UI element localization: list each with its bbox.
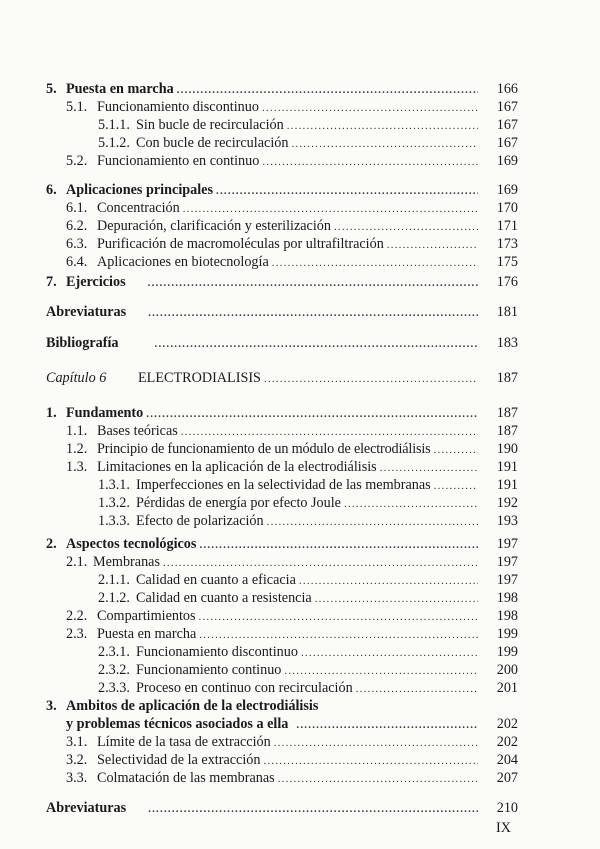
entry-title: Funcionamiento discontinuo [136, 644, 298, 660]
entry-number: 2.3.3. [98, 680, 130, 696]
dot-leader [177, 81, 478, 99]
toc-entry[interactable] [46, 494, 518, 512]
dot-leader [148, 274, 478, 292]
entry-number: 1. [46, 405, 57, 421]
entry-title: Principio de funcionamiento de un módulo de electrodiálisis [97, 441, 431, 457]
toc-entry[interactable] [46, 334, 518, 352]
entry-page: 166 [496, 81, 518, 97]
entry-page: 187 [496, 370, 518, 386]
entry-title: Abreviaturas [46, 304, 127, 320]
entry-page: 169 [496, 182, 518, 198]
dot-leader [287, 117, 478, 135]
toc-entry[interactable] [46, 643, 518, 661]
toc-entry[interactable] [46, 80, 518, 98]
entry-number: 2.1.1. [98, 572, 130, 588]
toc-entry[interactable] [46, 217, 518, 235]
chapter-title: ELECTRODIALISIS [138, 370, 261, 386]
dot-leader [262, 153, 478, 171]
entry-title: Aspectos tecnológicos [66, 536, 197, 552]
toc-entry[interactable] [46, 625, 518, 643]
toc-entry[interactable] [46, 661, 518, 679]
entry-number: 2.1. [66, 554, 88, 570]
entry-title: Con bucle de recirculación [136, 135, 289, 151]
toc-entry[interactable] [46, 715, 518, 733]
entry-title: Aplicaciones en biotecnología [97, 254, 269, 270]
dot-leader [301, 644, 478, 662]
dot-leader [387, 236, 478, 254]
toc-entry[interactable] [46, 404, 518, 422]
dot-leader [148, 304, 478, 322]
entry-title: Abreviaturas [46, 800, 127, 816]
entry-title: Selectividad de la extracción [97, 752, 261, 768]
entry-title: Pérdidas de energía por efecto Joule [136, 495, 341, 511]
entry-title: Compartimientos [97, 608, 196, 624]
entry-number: 3.1. [66, 734, 88, 750]
dot-leader [434, 477, 478, 495]
entry-title: Puesta en marcha [97, 626, 197, 642]
entry-number: 2.2. [66, 608, 88, 624]
entry-page: 181 [496, 304, 518, 320]
entry-page: 202 [496, 734, 518, 750]
entry-number: 1.3. [66, 459, 88, 475]
entry-title: Membranas [93, 554, 160, 570]
dot-leader [181, 423, 478, 441]
toc-entry-heading[interactable] [46, 697, 518, 715]
entry-title: Bibliografía [46, 335, 119, 351]
entry-page: 176 [496, 274, 518, 290]
entry-page: 173 [496, 236, 518, 252]
toc-entry[interactable] [46, 440, 518, 458]
dot-leader [380, 459, 478, 477]
entry-page: 190 [496, 441, 518, 457]
dot-leader [291, 135, 478, 153]
dot-leader [344, 495, 478, 513]
entry-number: 2.3.1. [98, 644, 130, 660]
toc-entry[interactable] [46, 235, 518, 253]
entry-title: Puesta en marcha [66, 81, 174, 97]
entry-number: 2.3.2. [98, 662, 130, 678]
entry-page: 210 [496, 800, 518, 816]
entry-title: Ejercicios [66, 274, 126, 290]
toc-entry[interactable] [46, 476, 518, 494]
entry-page: 200 [496, 662, 518, 678]
dot-leader [296, 716, 478, 734]
toc-entry[interactable] [46, 98, 518, 116]
entry-number: 7. [46, 274, 57, 290]
dot-leader [267, 513, 478, 531]
entry-page: 198 [496, 590, 518, 606]
dot-leader [146, 405, 478, 423]
entry-page: 204 [496, 752, 518, 768]
entry-number: 6.1. [66, 200, 88, 216]
entry-page: 187 [496, 423, 518, 439]
entry-number: 6.2. [66, 218, 88, 234]
entry-page: 199 [496, 626, 518, 642]
toc-entry[interactable] [46, 799, 518, 817]
entry-title: Depuración, clarificación y esterilización [97, 218, 331, 234]
toc-entry[interactable] [46, 553, 518, 571]
entry-page: 199 [496, 644, 518, 660]
toc-entry[interactable] [46, 181, 518, 199]
entry-title: Fundamento [66, 405, 144, 421]
entry-title: Limitaciones en la aplicación de la electrodiálisis [97, 459, 377, 475]
toc-entry[interactable] [46, 199, 518, 217]
dot-leader [199, 626, 478, 644]
dot-leader [274, 734, 478, 752]
entry-number: 3.2. [66, 752, 88, 768]
entry-title: Funcionamiento continuo [136, 662, 282, 678]
entry-page: 197 [496, 536, 518, 552]
entry-page: 191 [496, 459, 518, 475]
dot-leader [163, 554, 478, 572]
entry-number: 5.2. [66, 153, 88, 169]
entry-title: Calidad en cuanto a eficacia [136, 572, 296, 588]
entry-number: 6.4. [66, 254, 88, 270]
entry-title: Bases teóricas [97, 423, 178, 439]
toc-entry[interactable] [46, 535, 518, 553]
dot-leader [216, 182, 478, 200]
entry-title: Funcionamiento discontinuo [97, 99, 259, 115]
entry-title: Imperfecciones en la selectividad de las membranas [136, 477, 431, 493]
dot-leader [272, 254, 478, 272]
toc-entry[interactable] [46, 134, 518, 152]
dot-leader [199, 536, 478, 554]
dot-leader [263, 752, 478, 770]
entry-page: 201 [496, 680, 518, 696]
entry-page: 202 [496, 716, 518, 732]
entry-page: 170 [496, 200, 518, 216]
entry-title: Efecto de polarización [136, 513, 264, 529]
dot-leader [356, 680, 478, 698]
entry-number: 1.3.2. [98, 495, 130, 511]
entry-page: 175 [496, 254, 518, 270]
toc-entry[interactable] [46, 589, 518, 607]
entry-title: Límite de la tasa de extracción [97, 734, 271, 750]
dot-leader [284, 662, 478, 680]
entry-title: Funcionamiento en continuo [97, 153, 260, 169]
entry-number: 2. [46, 536, 57, 552]
dot-leader [334, 218, 478, 236]
entry-page: 207 [496, 770, 518, 786]
dot-leader [262, 99, 478, 117]
dot-leader [264, 370, 478, 388]
entry-title: Aplicaciones principales [66, 182, 214, 198]
toc-entry[interactable] [46, 751, 518, 769]
dot-leader [199, 608, 478, 626]
entry-number: 3. [46, 698, 57, 714]
toc-entry[interactable] [46, 607, 518, 625]
entry-page: 183 [496, 335, 518, 351]
entry-number: 2.1.2. [98, 590, 130, 606]
toc-entry[interactable] [46, 303, 518, 321]
entry-number: 5.1.1. [98, 117, 130, 133]
toc-entry[interactable] [46, 273, 518, 291]
entry-number: 5.1. [66, 99, 88, 115]
entry-page: 197 [496, 554, 518, 570]
entry-page: 167 [496, 99, 518, 115]
entry-title: Concentración [97, 200, 180, 216]
entry-page: 169 [496, 153, 518, 169]
entry-number: 1.3.1. [98, 477, 130, 493]
chapter-heading[interactable] [46, 369, 518, 387]
entry-page: 171 [496, 218, 518, 234]
dot-leader [315, 590, 478, 608]
entry-number: 1.3.3. [98, 513, 130, 529]
toc-entry[interactable] [46, 253, 518, 271]
toc-entry[interactable] [46, 458, 518, 476]
entry-number: 2.3. [66, 626, 88, 642]
entry-title: Ambitos de aplicación de la electrodiálisis [66, 698, 319, 714]
entry-page: 167 [496, 117, 518, 133]
entry-page: 197 [496, 572, 518, 588]
toc-entry[interactable] [46, 733, 518, 751]
entry-title: Calidad en cuanto a resistencia [136, 590, 312, 606]
entry-page: 192 [496, 495, 518, 511]
dot-leader [299, 572, 478, 590]
entry-number: 6.3. [66, 236, 88, 252]
entry-number: 6. [46, 182, 57, 198]
toc-entry[interactable] [46, 422, 518, 440]
entry-page: 187 [496, 405, 518, 421]
toc-entry[interactable] [46, 769, 518, 787]
dot-leader [278, 770, 478, 788]
entry-page: 198 [496, 608, 518, 624]
entry-number: 5. [46, 81, 57, 97]
toc-entry[interactable] [46, 152, 518, 170]
entry-number: 5.1.2. [98, 135, 130, 151]
page-number: IX [496, 820, 511, 836]
dot-leader [434, 441, 478, 459]
entry-title: Sin bucle de recirculación [136, 117, 284, 133]
entry-page: 193 [496, 513, 518, 529]
entry-number: 3.3. [66, 770, 88, 786]
dot-leader [148, 800, 478, 818]
entry-number: 1.1. [66, 423, 88, 439]
toc-entry[interactable] [46, 679, 518, 697]
toc-entry[interactable] [46, 571, 518, 589]
entry-page: 191 [496, 477, 518, 493]
entry-title: Colmatación de las membranas [97, 770, 275, 786]
toc-entry[interactable] [46, 512, 518, 530]
entry-title: Proceso en continuo con recirculación [136, 680, 353, 696]
dot-leader [155, 335, 478, 353]
entry-number: 1.2. [66, 441, 88, 457]
entry-title: y problemas técnicos asociados a ella [66, 716, 289, 732]
dot-leader [183, 200, 478, 218]
chapter-label: Capítulo 6 [46, 370, 107, 386]
toc-entry[interactable] [46, 116, 518, 134]
entry-page: 167 [496, 135, 518, 151]
entry-title: Purificación de macromoléculas por ultrafiltración [97, 236, 384, 252]
